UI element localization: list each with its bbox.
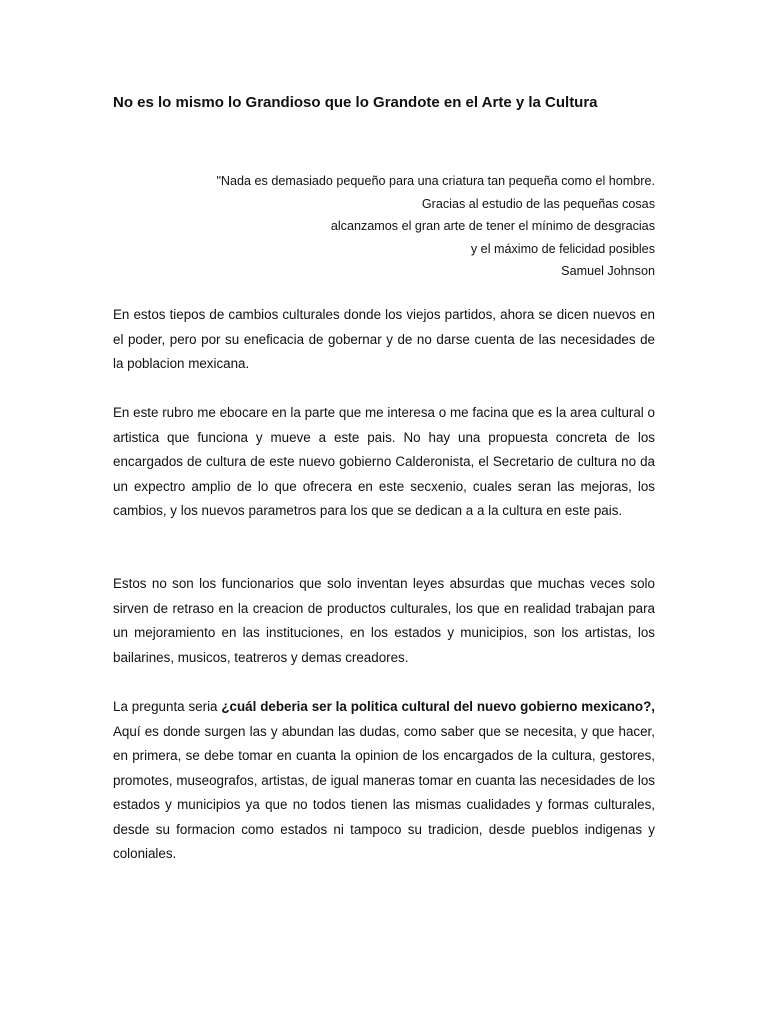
paragraph-4: [113, 695, 655, 867]
document-title: No es lo mismo lo Grandioso que lo Grandote en el Arte y la Cultura: [113, 94, 598, 111]
paragraph-4-question: ¿cuál deberia ser la politica cultural del nuevo gobierno mexicano?,: [221, 699, 655, 714]
paragraph-2: En este rubro me ebocare en la parte que me interesa o me facina que es la area cultural o artistica que funciona y mueve a este pais. No hay una propuesta concreta de los encargados de cultura de este nuevo gobierno Calderonista, el Secretario de cultura no da un expectro amplio de lo que ofrecera en este secxenio, cuales seran las mejoras, los cambios, y los nuevos parametros para los que se dedican a a la cultura en este pais.: [113, 405, 655, 518]
epigraph-line: alcanzamos el gran arte de tener el mínimo de desgracias: [330, 219, 655, 233]
epigraph-quote: [135, 170, 655, 283]
paragraph-4-rest: Aquí es donde surgen las y abundan las dudas, como saber que se necesita, y que hacer, en primera, se debe tomar en cuanta la opinion de los encargados de la cultura, gestores, promotes, museografos, artistas, de igual maneras tomar en cuanta las necesidades de los estados y municipios ya que no todos tienen las mismas cualidades y formas culturales, desde su formacion como estados ni tampoco su tradicion, desde pueblos indigenas y coloniales.: [113, 723, 655, 861]
epigraph-line: Gracias al estudio de las pequeñas cosas: [421, 196, 655, 211]
paragraph-3: Estos no son los funcionarios que solo inventan leyes absurdas que muchas veces solo sirven de retraso en la creacion de productos culturales, los que en realidad trabajan para un mejoramiento en las instituciones, en los estados y municipios, son los artistas, los bailarines, musicos, teatreros y demas creadores.: [113, 576, 655, 665]
epigraph-line: "Nada es demasiado pequeño para una criatura tan pequeña como el hombre.: [216, 174, 655, 188]
paragraph-4-lead: La pregunta seria: [113, 699, 222, 714]
epigraph-line: y el máximo de felicidad posibles: [470, 241, 655, 256]
paragraph-1: En estos tiepos de cambios culturales donde los viejos partidos, ahora se dicen nuevos en el poder, pero por su eneficacia de gobernar y de no darse cuenta de las necesidades de la poblacion mexicana.: [113, 307, 655, 371]
epigraph-author: Samuel Johnson: [561, 264, 655, 278]
